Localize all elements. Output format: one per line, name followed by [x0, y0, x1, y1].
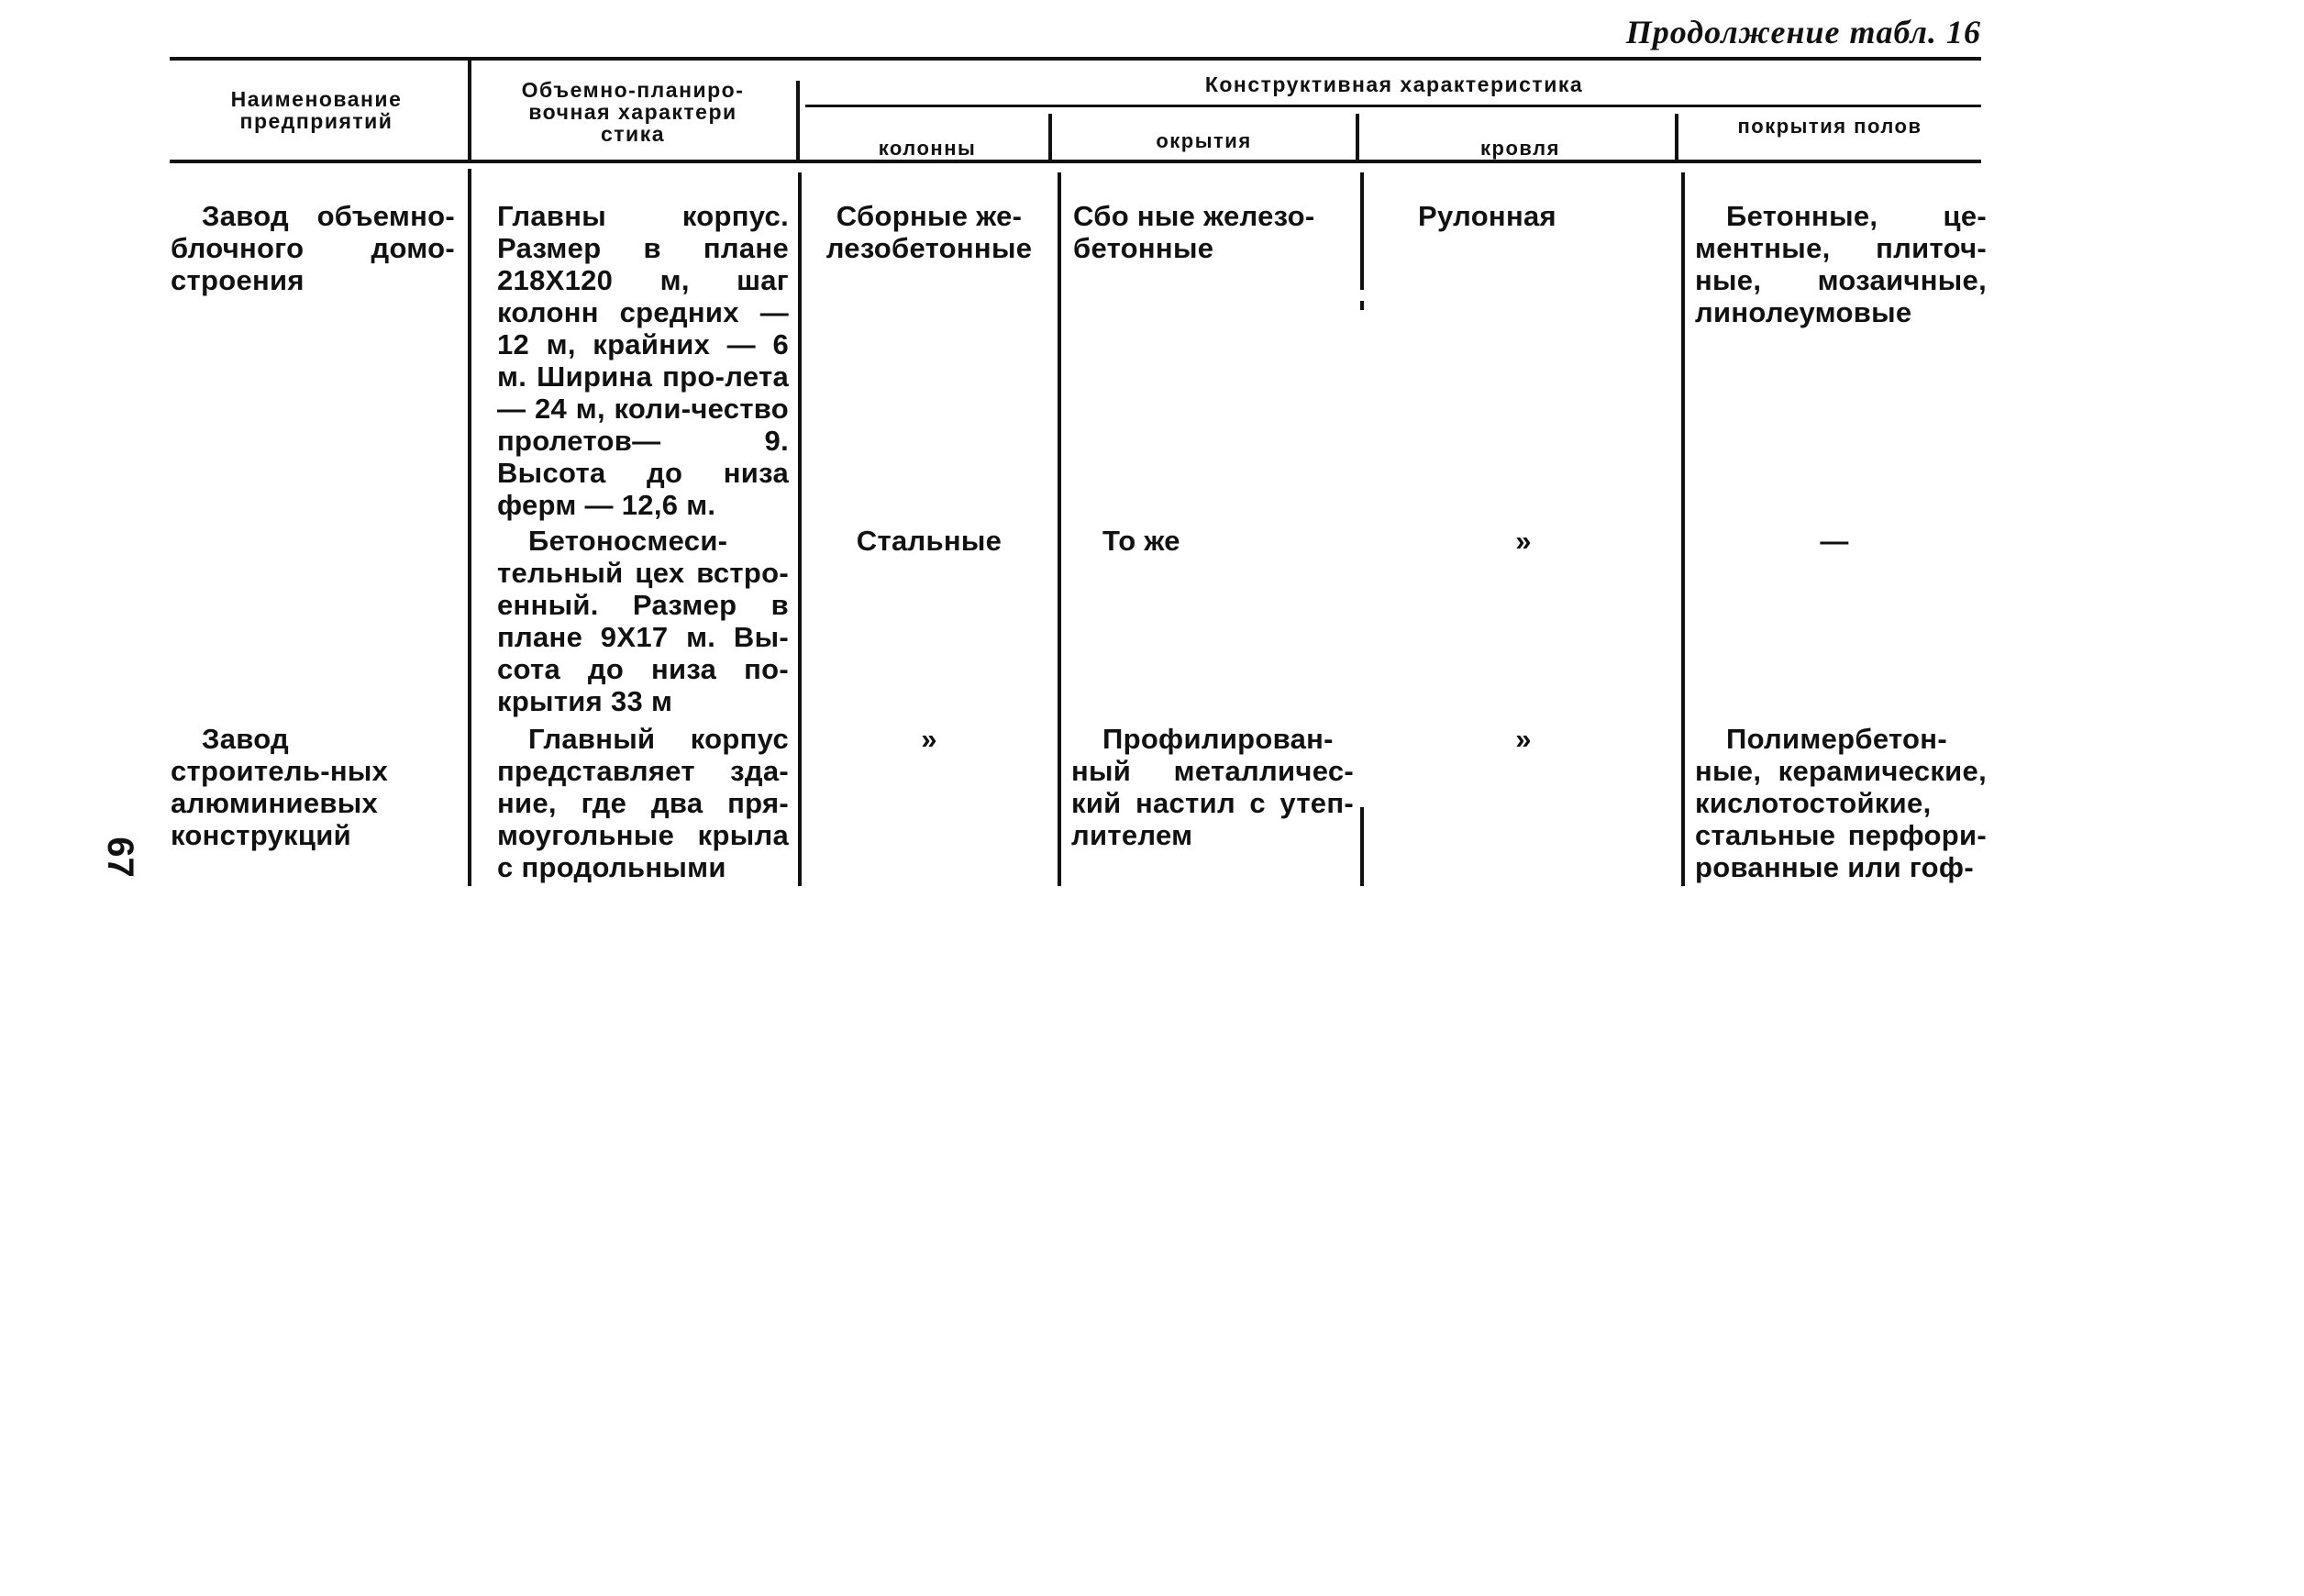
header-divider [1356, 114, 1359, 160]
table-cell-roofing: » [1515, 525, 1532, 557]
header-columns: колонны [878, 137, 977, 160]
header-enterprise-name: Наименование предприятий [230, 87, 403, 133]
column-divider [1058, 172, 1061, 886]
header-bottom-rule [170, 160, 1981, 163]
table-cell-roofing: Рулонная [1418, 200, 1556, 232]
table-cell-columns: Стальные [856, 525, 1002, 557]
page-number: 67 [99, 837, 140, 878]
table-cell-floors: Бетонные, це-ментные, плиточ-ные, мозаичные, линолеумовые [1695, 200, 1987, 328]
table-cell-enterprise-name: Завод объемно-блочного домо-строения [171, 200, 455, 296]
table-top-rule [170, 57, 1981, 61]
header-divider [1675, 114, 1678, 160]
table-cell-roofing: » [1515, 723, 1532, 755]
header-divider [796, 81, 800, 160]
table-cell-roof-slabs: Сбо ные железо-бетонные [1073, 200, 1315, 264]
header-construction: Конструктивная характеристика [1204, 72, 1584, 96]
table-cell-roof-slabs: То же [1102, 525, 1180, 557]
column-divider [1360, 301, 1364, 310]
table-cell-layout: Главны корпус. Размер в плане 218Х120 м, шаг колонн средних — 12 м, крайних — 6 м. Ширина про-лета — 24 м, коли-чество пролетов— 9. Высота до низа ферм — 12,6 м. [497, 200, 789, 521]
table-cell-layout: Бетоносмеси-тельный цех встро-енный. Размер в плане 9Х17 м. Вы-сота до низа по-крытия 33 м [497, 525, 789, 717]
table-cell-enterprise-name: Завод строитель-ных алюминиевых конструкций [171, 723, 389, 851]
header-layout: Объемно-планиро-вочная характери стика [521, 78, 745, 146]
header-divider [468, 61, 471, 160]
header-divider [1048, 114, 1052, 160]
column-divider [1360, 172, 1364, 290]
table-cell-floors: Полимербетон-ные, керамические, кислотостойкие, стальные перфори-рованные или гоф- [1695, 723, 1987, 883]
column-divider [1360, 807, 1364, 886]
construction-group-rule [805, 105, 1981, 107]
table-cell-roof-slabs: Профилирован-ный металличес-кий настил с утеп-лителем [1071, 723, 1354, 851]
column-divider [798, 172, 802, 886]
table-cell-columns: » [921, 723, 937, 755]
table-cell-floors: — [1820, 525, 1849, 557]
header-floors: покрытия полов [1737, 115, 1922, 138]
column-divider [1681, 172, 1685, 886]
table-cell-columns: Сборные же-лезобетонные [825, 200, 1033, 264]
table-continuation-caption: Продолжение табл. 16 [1625, 14, 1981, 50]
table-cell-layout: Главный корпус представляет зда-ние, где два пря-моугольные крыла с продольными [497, 723, 789, 883]
column-divider [468, 169, 471, 886]
header-roofing: кровля [1480, 137, 1560, 160]
header-roof-slabs: окрытия [1156, 129, 1252, 152]
